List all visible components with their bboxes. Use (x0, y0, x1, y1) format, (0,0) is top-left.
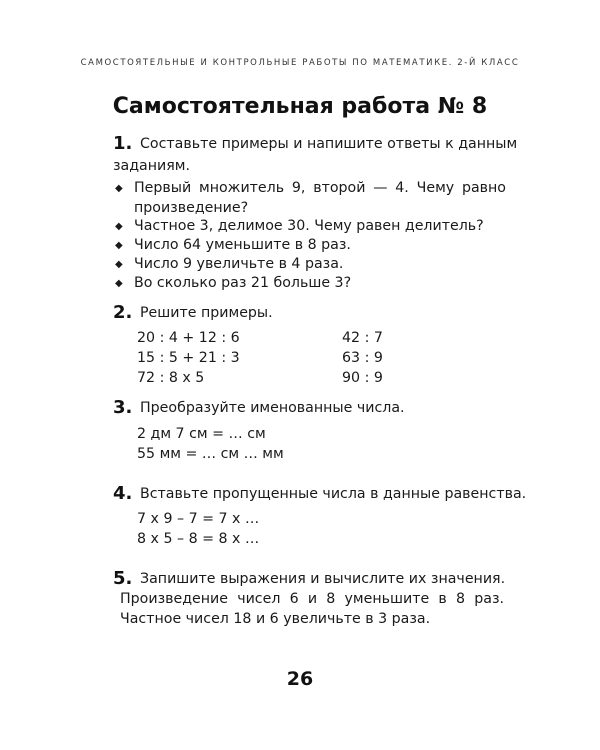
task-number: 5. (113, 568, 133, 589)
running-header: САМОСТОЯТЕЛЬНЫЕ И КОНТРОЛЬНЫЕ РАБОТЫ ПО МАТЕМАТИКЕ. 2-Й КЛАСС (80, 58, 520, 68)
math-expression: 2 дм 7 см = … см (137, 426, 266, 442)
list-item: произведение? (134, 200, 249, 216)
task-number: 4. (113, 483, 133, 504)
math-expression: 8 x 5 – 8 = 8 x … (137, 531, 260, 547)
task-text: Частное чисел 18 и 6 увеличьте в 3 раза. (120, 611, 431, 627)
task-text: Преобразуйте именованные числа. (140, 400, 405, 416)
math-expression: 20 : 4 + 12 : 6 (137, 330, 240, 346)
math-expression: 72 : 8 x 5 (137, 370, 205, 386)
page-number: 26 (286, 668, 314, 690)
task-text: заданиям. (113, 158, 190, 174)
page-title: Самостоятельная работа № 8 (112, 94, 488, 119)
list-item: Во сколько раз 21 больше 3? (134, 275, 352, 291)
task-text: Запишите выражения и вычислите их значения. (140, 571, 506, 587)
task-number: 2. (113, 302, 133, 323)
math-expression: 63 : 9 (342, 350, 383, 366)
list-item: Число 64 уменьшите в 8 раз. (134, 237, 351, 253)
list-item: Частное 3, делимое 30. Чему равен делитель? (134, 218, 484, 234)
list-item: Число 9 увеличьте в 4 раза. (134, 256, 344, 272)
bullet-icon: ◆ (115, 240, 123, 251)
task-text: Решите примеры. (140, 305, 273, 321)
math-expression: 90 : 9 (342, 370, 383, 386)
task-number: 3. (113, 397, 133, 418)
bullet-icon: ◆ (115, 259, 123, 270)
math-expression: 7 x 9 – 7 = 7 x … (137, 511, 260, 527)
bullet-icon: ◆ (115, 278, 123, 289)
math-expression: 15 : 5 + 21 : 3 (137, 350, 240, 366)
task-number: 1. (113, 133, 133, 154)
math-expression: 55 мм = … см … мм (137, 446, 284, 462)
task-text: Составьте примеры и напишите ответы к данным (140, 136, 518, 152)
list-item: Первый множитель 9, второй — 4. Чему равно (134, 180, 506, 196)
math-expression: 42 : 7 (342, 330, 383, 346)
task-text: Произведение чисел 6 и 8 уменьшите в 8 раз. (120, 591, 504, 607)
task-text: Вставьте пропущенные числа в данные равенства. (140, 486, 527, 502)
bullet-icon: ◆ (115, 221, 123, 232)
bullet-icon: ◆ (115, 183, 123, 194)
